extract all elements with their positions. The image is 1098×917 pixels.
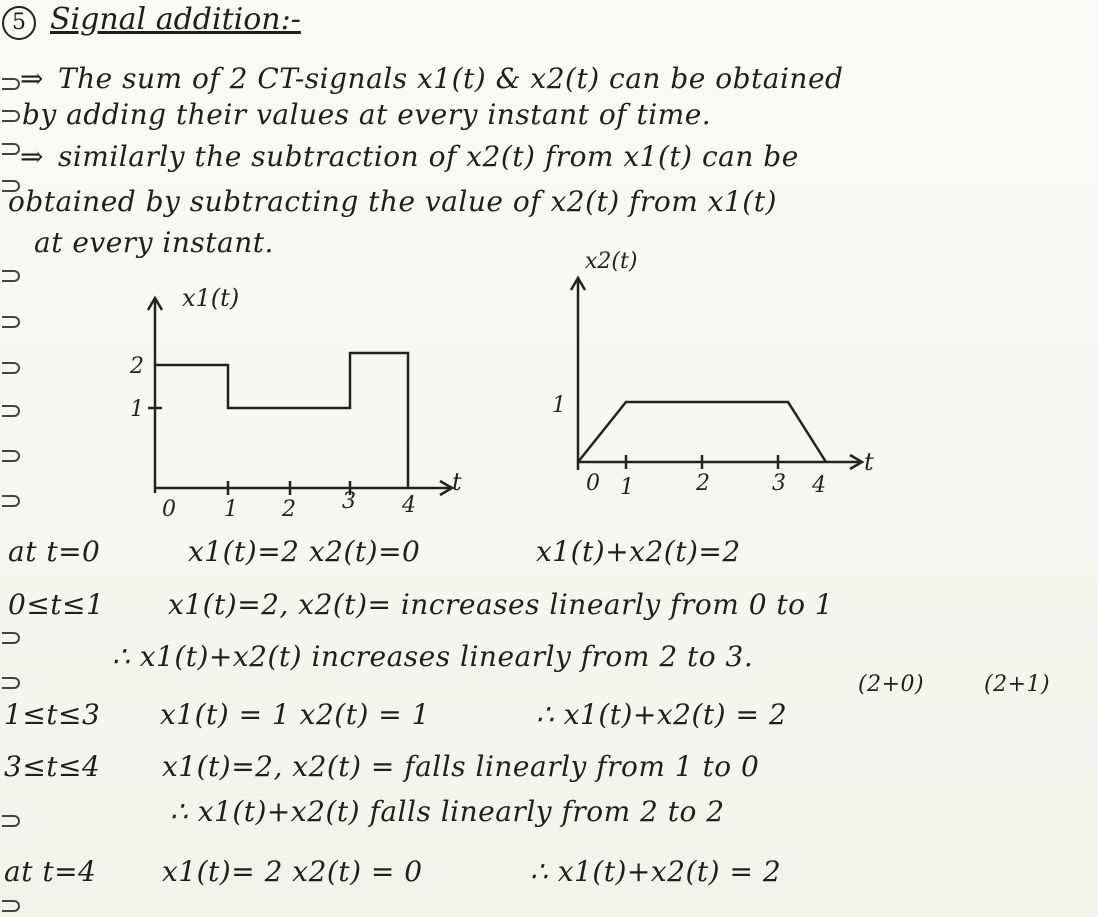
x1-ytick-2: 2 [130, 354, 144, 379]
x2-y-label: x2(t) [585, 249, 638, 274]
paragraph-line-2: by adding their values at every instant of time. [22, 98, 712, 131]
row-1-to-3: 1≤t≤3 x1(t) = 1 x2(t) = 1 ∴ x1(t)+x2(t) = 2 [4, 698, 788, 731]
x2-xtick-3: 3 [772, 471, 786, 496]
row-0-to-1: 0≤t≤1 x1(t)=2, x2(t)= increases linearly from 0 to 1 [8, 588, 834, 621]
paragraph-line-4: obtained by subtracting the value of x2(t) from x1(t) [8, 185, 777, 218]
x2-xtick-2: 2 [696, 471, 710, 496]
graph-x1 [110, 278, 490, 528]
x2-signal-curve [578, 402, 826, 462]
note-2-plus-1: (2+1) [984, 672, 1051, 697]
note-2-plus-0: (2+0) [858, 672, 925, 697]
x2-xtick-4: 4 [812, 473, 826, 498]
section-heading [2, 2, 301, 40]
paragraph-line-5: at every instant. [34, 226, 274, 259]
x1-xtick-0: 0 [162, 497, 176, 522]
row-3-to-4: 3≤t≤4 x1(t)=2, x2(t) = falls linearly from 1 to 0 [4, 750, 760, 783]
paragraph-line-1: ⇒ The sum of 2 CT-signals x1(t) & x2(t) can be obtained [20, 62, 844, 95]
x1-xtick-4: 4 [402, 493, 416, 518]
paragraph-line-3: ⇒ similarly the subtraction of x2(t) from x1(t) can be [20, 140, 799, 173]
x1-signal-curve [155, 353, 408, 488]
x1-x-label: t [452, 468, 462, 496]
x1-xtick-3: 3 [342, 489, 356, 514]
x2-xtick-1: 1 [620, 475, 634, 500]
row-sum-3-to-4: ∴ x1(t)+x2(t) falls linearly from 2 to 2 [170, 795, 725, 828]
row-sum-0-to-1: ∴ x1(t)+x2(t) increases linearly from 2 to 3. [112, 640, 754, 673]
row-t4: at t=4 x1(t)= 2 x2(t) = 0 ∴ x1(t)+x2(t) = 2 [4, 855, 782, 888]
row-t0: at t=0 x1(t)=2 x2(t)=0 x1(t)+x2(t)=2 [8, 535, 741, 568]
x2-x-label: t [864, 448, 874, 476]
x1-ytick-1: 1 [130, 397, 144, 422]
x2-ytick-1: 1 [552, 393, 566, 418]
section-title: Signal addition:- [50, 2, 301, 37]
x1-xtick-2: 2 [282, 497, 296, 522]
section-number: 5 [2, 6, 36, 40]
graph-x2 [530, 240, 900, 500]
x1-y-label: x1(t) [182, 284, 240, 312]
x2-xtick-0: 0 [586, 471, 600, 496]
x1-xtick-1: 1 [224, 497, 238, 522]
